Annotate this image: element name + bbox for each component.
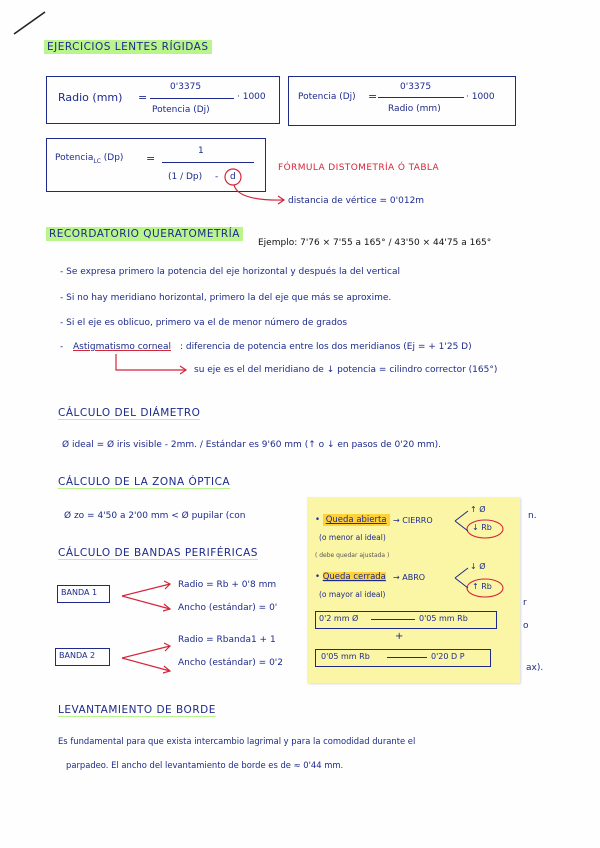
optical-zone-formula: Ø zo = 4'50 a 2'00 mm < Ø pupilar (con: [64, 511, 246, 521]
sticky-eq2-right: 0'20 D P: [431, 652, 465, 661]
bandas-tail-r: r: [523, 598, 527, 608]
formula1-eq: =: [138, 91, 148, 104]
formula3-lhs: [55, 153, 123, 165]
sticky-q2: • Queda cerrada: [315, 572, 386, 582]
astigmatism-axis-note: su eje es el del meridiano de ↓ potencia = cilindro corrector (165°): [194, 365, 498, 375]
astigmatism-axis-arrow-icon: [112, 354, 192, 376]
bullet-2: - Si no hay meridiano horizontal, primero la del eje que más se aproxime.: [60, 293, 392, 303]
formula1-den: Potencia (Dj): [152, 105, 210, 115]
astigmatism-definition: : diferencia de potencia entre los dos meridianos (Ej = + 1'25 D): [180, 342, 472, 352]
formula3-num: 1: [198, 146, 204, 156]
sticky-note-remark: ( debe quedar ajustada ): [315, 552, 390, 559]
banda2-arrows-icon: [118, 640, 176, 678]
section-zona-optica: CÁLCULO DE LA ZONA ÓPTICA: [58, 476, 231, 488]
sticky-q1-arrow: → CIERRO: [393, 516, 433, 525]
section-bandas: CÁLCULO DE BANDAS PERIFÉRICAS: [58, 547, 258, 559]
bandas-tail-o: o: [523, 621, 529, 631]
banda1-label: BANDA 1: [61, 588, 98, 597]
bullet-3: - Si el eje es oblicuo, primero va el de menor número de grados: [60, 318, 348, 328]
formula1-lhs: Radio (mm): [58, 91, 123, 104]
optical-zone-tail: n.: [528, 511, 537, 521]
sticky-q1-rb-circle: [465, 518, 505, 540]
sticky-q1-up: ↑ Ø: [470, 505, 486, 514]
sticky-q2-branch-icon: [453, 564, 471, 592]
sticky-q2-arrow: → ABRO: [393, 573, 426, 582]
sticky-eq1-left: 0'2 mm Ø: [319, 614, 359, 623]
sticky-eq1-right: 0'05 mm Rb: [419, 614, 468, 623]
formula3-fraction-line: [162, 162, 254, 163]
formula1-num: 0'3375: [170, 82, 202, 92]
formula2-mult: · 1000: [466, 92, 495, 102]
vertex-arrow-icon: [228, 183, 288, 207]
sticky-q2-down: ↓ Ø: [470, 562, 486, 571]
sticky-plus: +: [395, 631, 404, 642]
sticky-eq2-line: [387, 657, 427, 658]
formula3-eq: =: [146, 152, 156, 165]
bullet-1: - Se expresa primero la potencia del eje horizontal y después la del vertical: [60, 267, 400, 277]
formula1-mult: · 1000: [237, 92, 266, 102]
banda1-radio: Radio = Rb + 0'8 mm: [178, 580, 277, 590]
sticky-q1: • Queda abierta: [315, 515, 390, 525]
banda1-ancho: Ancho (estándar) = 0': [178, 603, 278, 613]
formula3-d: d: [230, 172, 236, 182]
formula2-fraction-line: [378, 97, 464, 98]
sticky-q1-rb: ↓ Rb: [472, 523, 492, 532]
sticky-q2-rb-circle: [465, 577, 505, 599]
sticky-note: [307, 497, 520, 683]
sticky-q1-sub: (o menor al ideal): [319, 533, 386, 542]
vertex-distance: distancia de vértice = 0'012m: [288, 196, 425, 206]
sticky-eq2-left: 0'05 mm Rb: [321, 652, 370, 661]
formula3-minus: -: [215, 172, 219, 182]
formula2-den: Radio (mm): [388, 104, 441, 114]
section-diametro: CÁLCULO DEL DIÁMETRO: [58, 407, 201, 419]
bullet-4-dash: -: [60, 342, 64, 352]
formula1-fraction-line: [150, 98, 234, 99]
formula3-den: (1 / Dp): [168, 172, 203, 182]
bandas-tail-ax: ax).: [526, 663, 544, 673]
sticky-q2-sub: (o mayor al ideal): [319, 590, 386, 599]
banda2-label: BANDA 2: [59, 651, 96, 660]
formula3-lhs-word: Potencia: [55, 153, 94, 163]
banda1-arrows-icon: [118, 578, 176, 616]
formula3-sub: LC: [93, 157, 101, 165]
formula2-eq: =: [368, 90, 378, 103]
keratometry-example: Ejemplo: 7'76 × 7'55 a 165° / 43'50 × 44'75 a 165°: [258, 238, 492, 248]
sticky-eq1-line: [371, 619, 415, 620]
section-queratometria: RECORDATORIO QUERATOMETRÍA: [46, 228, 243, 240]
formula3-lhs2: (Dp): [103, 153, 124, 163]
lev-text-line1: Es fundamental para que exista intercambio lagrimal y para la comodidad durante el: [58, 736, 416, 746]
lev-text-line2: parpadeo. El ancho del levantamiento de borde es de ≈ 0'44 mm.: [66, 760, 344, 770]
formula2-lhs: Potencia (Dj): [298, 92, 356, 102]
banda2-radio: Radio = Rbanda1 + 1: [178, 635, 276, 645]
corner-pen-mark: [12, 8, 48, 36]
sticky-q1-branch-icon: [453, 507, 471, 535]
banda2-ancho: Ancho (estándar) = 0'2: [178, 658, 283, 668]
diameter-formula: Ø ideal = Ø iris visible - 2mm. / Estándar es 9'60 mm (↑ o ↓ en pasos de 0'20 mm).: [62, 440, 441, 450]
red-formula-note: FÓRMULA DISTOMETRÍA Ó TABLA: [278, 163, 440, 173]
section-levantamiento: LEVANTAMIENTO DE BORDE: [58, 704, 216, 716]
formula2-num: 0'3375: [400, 82, 432, 92]
sticky-q2-rb: ↑ Rb: [472, 582, 492, 591]
main-title: EJERCICIOS LENTES RÍGIDAS: [44, 41, 212, 53]
astigmatism-label: Astigmatismo corneal: [73, 342, 171, 352]
